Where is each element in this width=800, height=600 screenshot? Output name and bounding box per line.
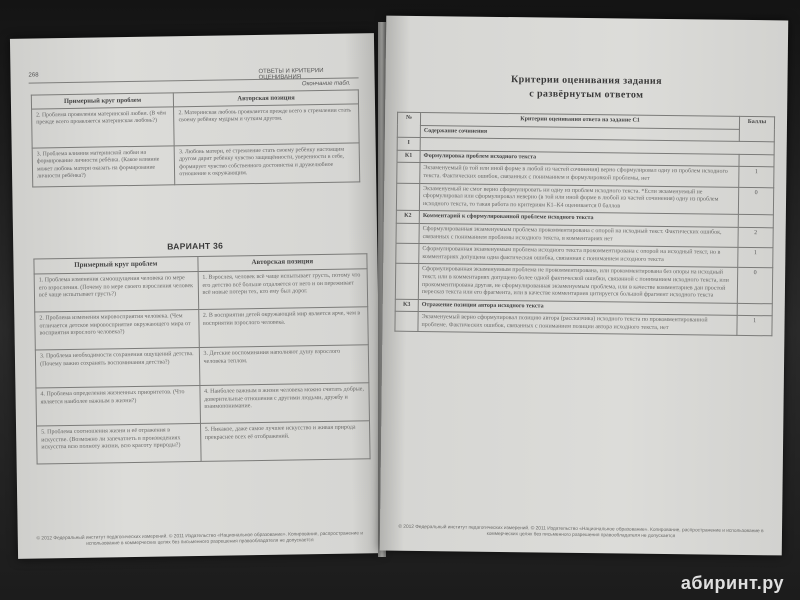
criterion-title: Комментарий к сформулированной проблеме исходного текста <box>419 211 738 227</box>
points-cell: 0 <box>737 268 772 304</box>
table-cell: 3. Проблема влияния материнской любви на формирование личности ребёнка. (Какое влияние может любовь матери оказать на формирование личности ребёнка?) <box>32 146 175 187</box>
criteria-table <box>394 112 775 337</box>
criterion-text: Сформулированная экзаменуемым проблема прокомментирована с опорой на исходный текст. Фактических ошибок, связанных с пониманием проблемы исходного текста, в комментариях нет <box>419 223 738 247</box>
page-number: 268 <box>28 72 39 79</box>
table-cell: 5. Проблема соотношения жизни и её отражения в искусстве. (Возможно ли запечатлеть в произведениях искусства всю полноту жизни, всю красоту природы?) <box>37 423 201 464</box>
table-row <box>35 345 369 388</box>
points-cell: 1 <box>737 316 772 337</box>
points-cell: 1 <box>739 167 774 188</box>
column-header: Авторская позиция <box>174 90 359 107</box>
table-row <box>37 421 371 464</box>
title-line: Критерии оценивания задания <box>510 74 663 87</box>
criterion-text: Сформулированная экзаменуемым проблема не прокомментирована, или прокомментирована без опоры на исходный текст, или в комментариях допущено более одной фактической ошибки, связанной с пониманием исходного текста, или прокомментирована другая, не сформулированная экзаменуемым проблема, или в качестве комментариев дан простой пересказ текста или его фрагмента, или в качестве комментариев цитируется большой фрагмент исходного текста <box>418 264 737 303</box>
criterion-code <box>396 183 419 211</box>
copyright-footer: © 2012 Федеральный институт педагогических измерений. © 2011 Издательство «Национальное образование». Копирование, распространение и использование в коммерческих целях без письменного разрешения правообладателя не допускается <box>36 531 364 547</box>
points-cell: 2 <box>738 227 773 248</box>
title-line: с развёрнутым ответом <box>529 88 644 101</box>
points-cell <box>738 215 773 228</box>
table-cell: 3. Проблема необходимости сохранения ощущений детства. (Почему важно сохранять воспоминания детства?) <box>35 347 199 388</box>
table-row <box>36 383 370 426</box>
table-cell: 2. Проблема изменения мировосприятия человека. (Чем отличается детское мировосприятие окружающего мира от восприятия взрослого человека?) <box>35 309 199 350</box>
table-cell: 2. Проблема проявления материнской любви. (В чём прежде всего проявляется материнская любовь?) <box>32 107 175 148</box>
table-cell: 3. Любовь матери, её стремление стать своему ребёнку настоящим другом дарит ребёнку чувство защищённости, уверенности в себе, формирует чувство собственного достоинства и дружелюбное отношение к окружающим. <box>174 143 359 185</box>
table-cell: 3. Детские воспоминания наполняют душу взрослого человека теплом. <box>199 345 369 386</box>
problems-table-continued <box>31 89 360 187</box>
criterion-code: К2 <box>396 211 419 224</box>
criterion-code <box>396 223 419 243</box>
copyright-footer: © 2012 Федеральный институт педагогических измерений. © 2011 Издательство «Национальное образование». Копирование, распространение и использование в коммерческих целях без письменного разрешения правообладателя не допускается <box>398 524 764 540</box>
table-row <box>32 143 360 187</box>
criterion-title: Отражение позиции автора исходного текста <box>418 299 737 315</box>
criterion-text: Экзаменуемый (в той или иной форме в любой из частей сочинения) верно сформулировал одну из проблем исходного текста. Фактических ошибок, связанных с пониманием и формулировкой проблемы, нет <box>420 163 739 187</box>
points-cell <box>737 303 772 316</box>
page-title <box>405 72 767 104</box>
criteria-header: Критерии оценивания ответа на задание С1 <box>420 112 739 128</box>
table-cell: 4. Наиболее важным в жизни человека можно считать добрые, доверительные отношения с другими людьми, дружбу и взаимопонимание. <box>199 383 369 424</box>
criterion-text: Экзаменуемый не смог верно сформулировать ни одну из проблем исходного текста. *Если экзаменуемый не сформулировал или сформулировал неверно (в той или иной форме в любой из частей сочинения) одну из проблем исходного текста, то такая работа по критериям К1–К4 оценивается 0 баллов <box>419 183 738 215</box>
column-header: Примерный круг проблем <box>31 93 174 109</box>
column-header-points: Баллы <box>739 116 774 142</box>
criterion-code <box>396 243 419 263</box>
table-cell: 2. В восприятии детей окружающий мир является ярче, чем в восприятии взрослого человека. <box>198 307 368 348</box>
continuation-note: Окончание табл. <box>301 80 351 88</box>
table-row <box>395 264 772 304</box>
table-row <box>35 307 369 350</box>
points-cell <box>739 154 774 167</box>
table-cell: 1. Проблема изменения самоощущения человека по мере его взросления. (Почему по мере своего взросления человек всё чаще испытывает грусть?) <box>34 271 198 312</box>
table-cell: 1. Взрослея, человек всё чаще испытывает грусть, потому что его детство всё больше отдаляется от него и он переживает всё новые потери тех, кто ему был дорог. <box>198 269 368 310</box>
criterion-text: Экзаменуемый верно сформулировал позицию автора (рассказчика) исходного текста по прокомментированной проблеме. Фактических ошибок, связанных с пониманием позиции автора исходного текста, нет <box>418 312 737 336</box>
column-header-number: № <box>397 112 420 137</box>
table-cell: 4. Проблема определения жизненных приоритетов. (Что является наиболее важным в жизни?) <box>36 385 200 426</box>
criterion-code <box>395 264 418 300</box>
table-cell: 2. Материнская любовь проявляется прежде всего в стремлении стать своему ребёнку мудрым и чутким другом. <box>174 104 359 146</box>
variant-36-table <box>33 253 370 464</box>
table-cell: 5. Никакое, даже самое лучшее искусство и живая природа прекраснее всех её отображений. <box>200 421 370 462</box>
column-header-content: Содержание сочинения <box>420 125 739 141</box>
criterion-code: К3 <box>395 299 418 312</box>
running-head <box>28 67 358 88</box>
column-header: Примерный круг проблем <box>34 256 198 273</box>
left-page <box>10 33 382 559</box>
criterion-code: К1 <box>397 150 420 163</box>
points-cell: 1 <box>738 248 773 269</box>
running-head-title: ОТВЕТЫ И КРИТЕРИИ ОЦЕНИВАНИЯ <box>258 67 324 81</box>
points-cell: 0 <box>738 187 773 215</box>
table-row <box>34 269 368 312</box>
criterion-code <box>397 163 420 183</box>
variant-title: ВАРИАНТ 36 <box>167 240 224 252</box>
right-page <box>380 16 789 556</box>
column-header: Авторская позиция <box>197 254 367 271</box>
criterion-text: Сформулированная экзаменуемым проблема исходного текста прокомментирована с опорой на исходный текст, но в комментариях допущена одна фактическая ошибка, связанная с пониманием исходного текста <box>419 244 738 268</box>
criterion-code <box>395 311 418 331</box>
section-number: I <box>397 137 420 150</box>
criterion-title: Формулировка проблем исходного текста <box>420 150 739 166</box>
table-row <box>32 104 360 148</box>
table-row <box>395 311 772 336</box>
site-watermark: абиринт.ру <box>680 573 784 593</box>
